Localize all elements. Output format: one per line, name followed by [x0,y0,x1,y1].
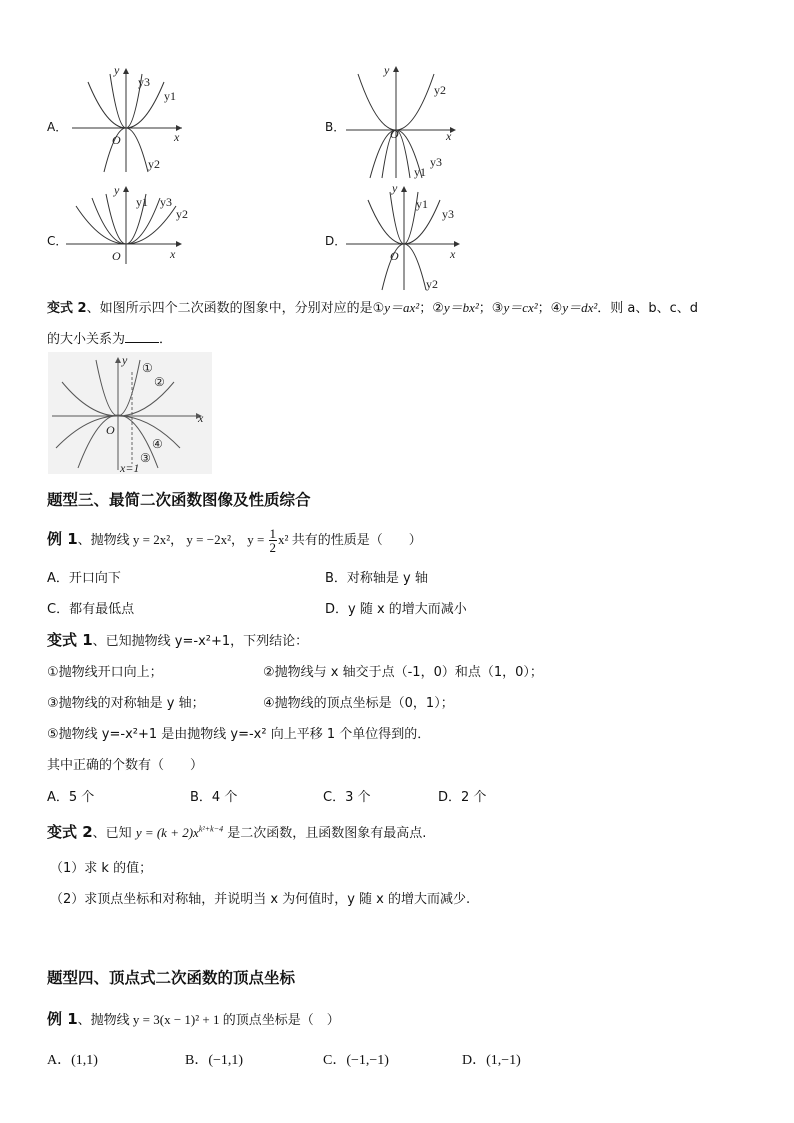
option-c[interactable]: C．3 个 [323,790,371,805]
conclusion-3: ③抛物线的对称轴是 y 轴； [47,696,205,711]
x-equals-label: x=1 [120,461,140,474]
conclusion-2: ②抛物线与 x 轴交于点（-1，0）和点（1，0）； [263,665,543,680]
curve-label: y3 [160,195,172,209]
question-text: x² 共有的性质是（ ） [278,532,422,547]
subquestion-1: （1）求 k 的值； [50,861,153,876]
option-b[interactable]: B．对称轴是 y 轴 [325,571,428,586]
option-a-label: A． [47,120,68,134]
fraction-numerator: 1 [269,526,277,541]
curve-label-3: ③ [140,451,151,465]
question-text: 、抛物线 y = 3(x − 1)² + 1 的顶点坐标是（ ） [77,1012,340,1027]
bianshi-label: 变式 2 [47,823,93,841]
question-text: 、已知 [92,826,136,841]
equation: y＝dx² [562,300,598,315]
curve-label: y1 [416,197,428,211]
curve-label: y2 [434,83,446,97]
equation-exponent: k²+k−4 [198,824,224,834]
section-title: 题型三、最简二次函数图像及性质综合 [47,491,311,509]
curve-label-2: ② [154,375,165,389]
example1-question [47,527,422,554]
curve-label: y3 [138,75,150,89]
curve-label: y2 [426,277,438,291]
origin-label: O [106,423,115,437]
y-axis-label: y [114,63,120,77]
bianshi2-question-line1 [47,297,698,316]
option-d[interactable]: D．y 随 x 的增大而减小 [325,602,467,617]
curve-label-4: ④ [152,437,163,451]
conclusion-1: ①抛物线开口向上； [47,665,163,680]
origin-label: O [390,127,399,141]
option-a[interactable]: A．(1,1) [47,1053,98,1068]
option-a[interactable]: A．开口向下 [47,571,121,586]
option-d-graph [344,180,466,292]
option-d[interactable]: D．(1,−1) [462,1053,521,1068]
conclusion-4: ④抛物线的顶点坐标是（0，1）； [263,696,454,711]
fraction-denominator: 2 [269,540,277,555]
option-c[interactable]: C．都有最低点 [47,602,135,617]
question-text: 是二次函数，且函数图象有最高点. [223,826,427,841]
x-axis-label: x [198,411,204,425]
separator: ；② [419,301,444,316]
x-axis-label: x [170,247,176,261]
example-label: 例 1 [47,1010,78,1028]
option-b[interactable]: B．(−1,1) [185,1053,244,1068]
option-b[interactable]: B．4 个 [190,790,238,805]
subquestion-2: （2）求顶点坐标和对称轴，并说明当 x 为何值时，y 随 x 的增大而减少. [50,892,471,907]
equation: y＝cx² [503,300,538,315]
question-text: 的大小关系为 [47,332,126,347]
separator: ；③ [478,301,504,316]
curve-label: y2 [148,157,160,171]
equation: y＝ax² [384,300,420,315]
equation: y = (k + 2)x [135,825,199,840]
bianshi2-label: 变式 2 [47,301,87,316]
bianshi-label: 变式 1 [47,631,93,649]
option-b-label: B． [325,120,346,134]
x-axis-label: x [450,247,456,261]
bianshi2-graph [48,352,212,474]
example1-question [47,1008,340,1029]
x-axis-label: x [446,129,452,143]
bianshi1-question [47,629,308,650]
question-text: 、已知抛物线 y=-x²+1，下列结论： [92,634,309,649]
option-b-graph [344,62,464,180]
bianshi2-question-line2 [47,328,172,347]
curve-label: y3 [442,207,454,221]
answer-blank[interactable] [125,330,159,343]
example-label: 例 1 [47,530,78,548]
x-axis-label: x [174,130,180,144]
curve-label: y1 [414,165,426,179]
conclusion-5: ⑤抛物线 y=-x²+1 是由抛物线 y=-x² 向上平移 1 个单位得到的． [47,727,431,742]
option-c[interactable]: C．(−1,−1) [323,1053,389,1068]
option-c-graph [64,180,190,266]
question-text: 、如图所示四个二次函数的图象中，分别对应的是① [86,301,385,316]
option-c-label: C． [47,234,68,248]
fraction [269,527,278,554]
section-title: 题型四、顶点式二次函数的顶点坐标 [47,969,296,987]
y-axis-label: y [384,63,390,77]
curve-label-1: ① [142,361,153,375]
bianshi2-question [47,821,426,842]
y-axis-label: y [114,183,120,197]
origin-label: O [112,249,121,263]
y-axis-label: y [122,353,128,367]
option-a-graph [70,62,190,174]
origin-label: O [390,249,399,263]
y-axis-label: y [392,181,398,195]
question-text: ． [159,332,173,347]
question-text: 、抛物线 y = 2x²， y = −2x²， y = [77,532,268,547]
question-prompt: 其中正确的个数有（ ） [47,758,204,773]
origin-label: O [112,133,121,147]
curve-label: y1 [136,195,148,209]
equation: y＝bx² [443,300,479,315]
curve-label: y2 [176,207,188,221]
option-d[interactable]: D．2 个 [438,790,487,805]
curve-label: y1 [164,89,176,103]
question-text: ．则 a、b、c、d [597,301,699,316]
separator: ；④ [537,301,563,316]
option-a[interactable]: A．5 个 [47,790,95,805]
option-d-label: D． [325,234,347,248]
curve-label: y3 [430,155,442,169]
